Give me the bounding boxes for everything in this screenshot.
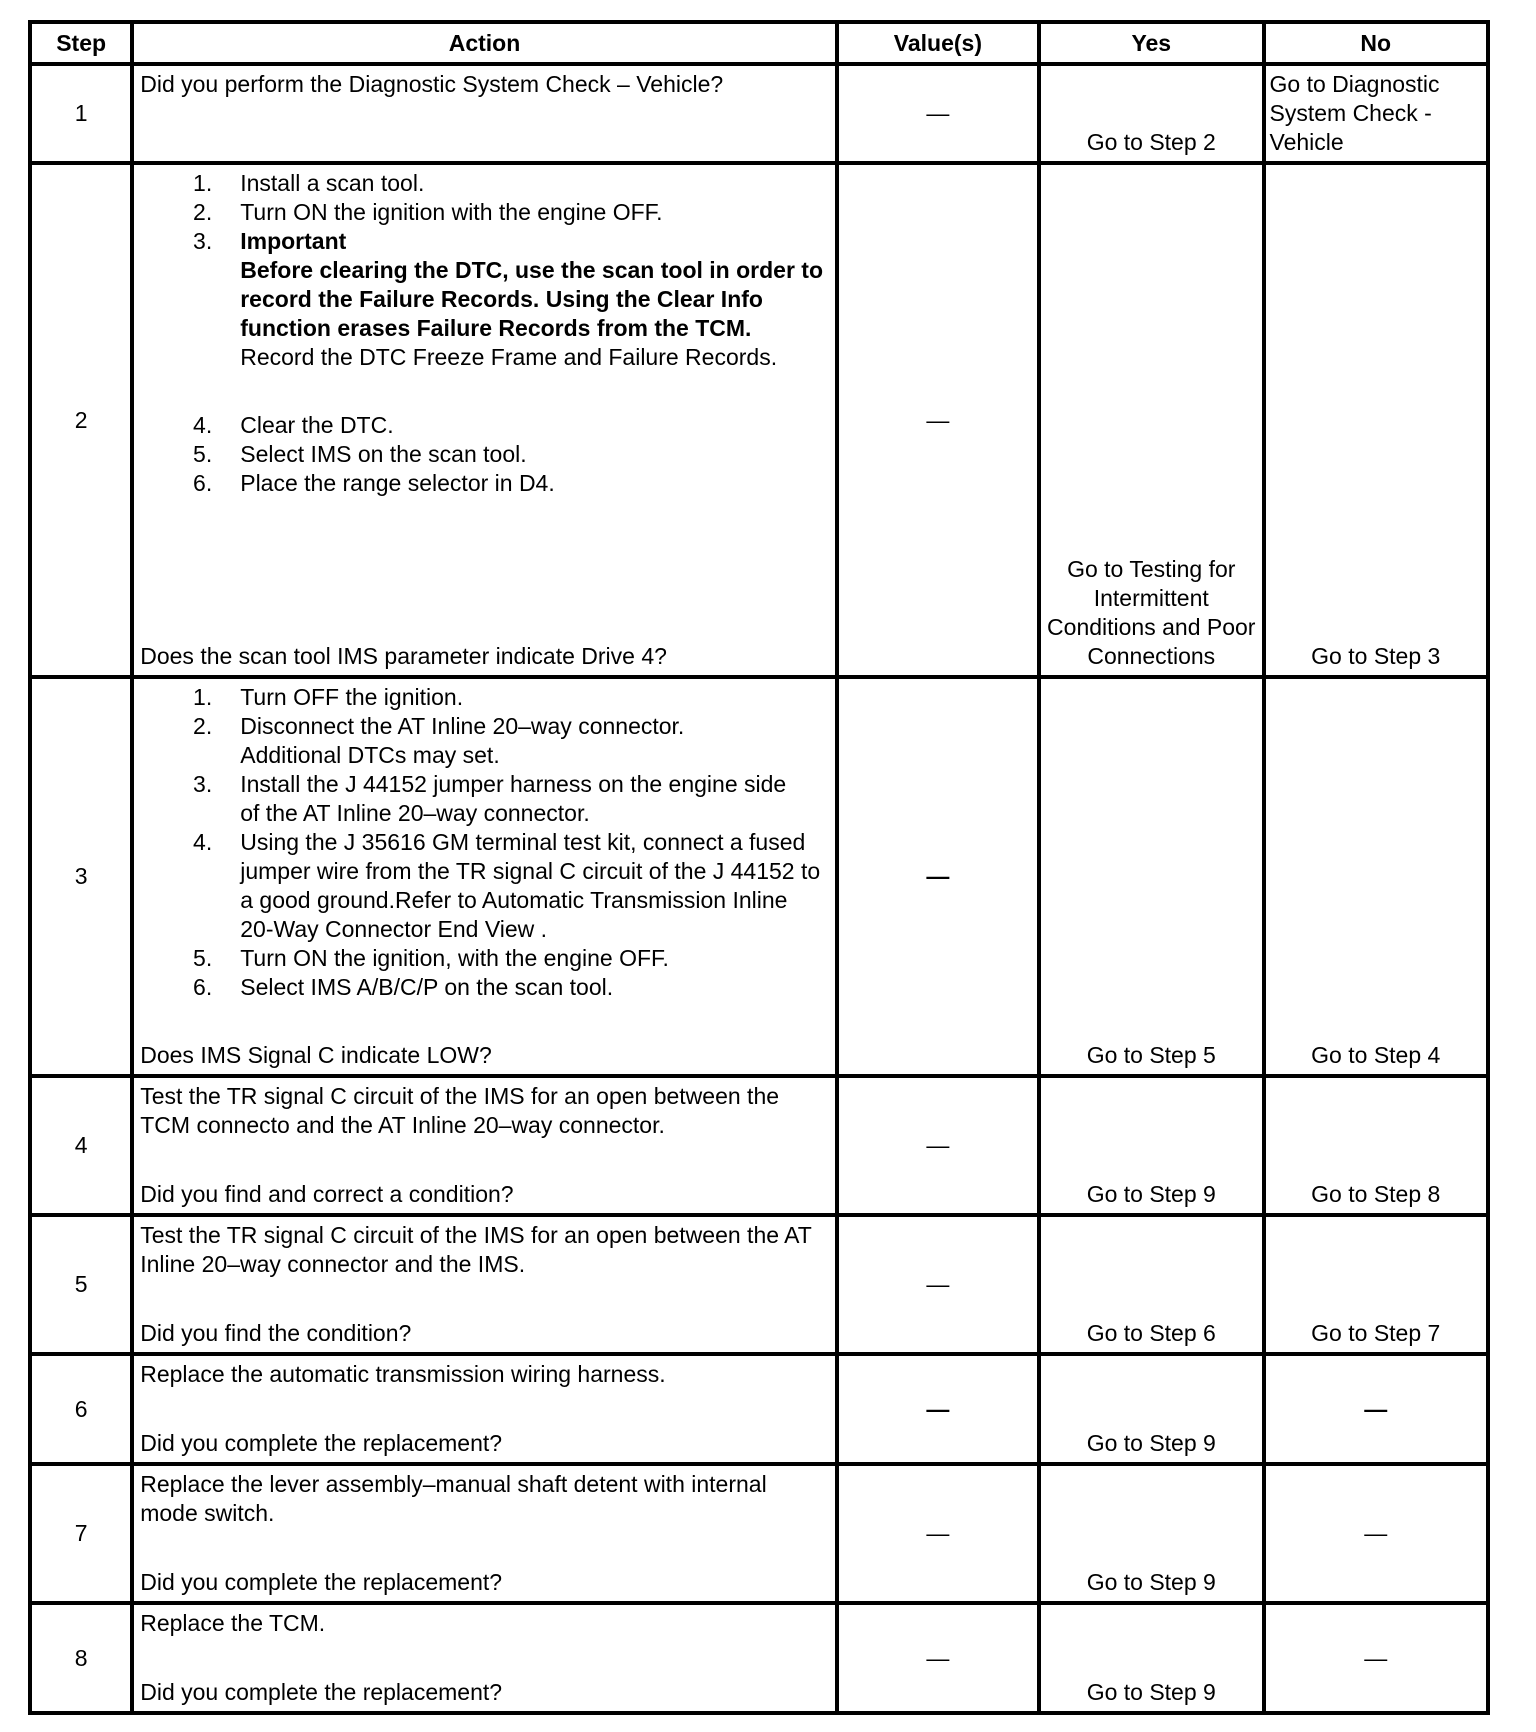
no-cell: Go to Step 4 bbox=[1264, 677, 1489, 1076]
table-row bbox=[30, 1354, 1488, 1464]
action-cell bbox=[132, 677, 837, 1076]
action-cell bbox=[132, 163, 837, 677]
action-cell bbox=[132, 1464, 837, 1603]
header-action: Action bbox=[132, 22, 837, 64]
action-cell bbox=[132, 1215, 837, 1354]
action-list bbox=[140, 411, 829, 498]
action-text: Test the TR signal C circuit of the IMS for an open between the AT Inline 20–way connector and the IMS. bbox=[140, 1222, 812, 1277]
value-cell: — bbox=[837, 1603, 1039, 1713]
action-cell bbox=[132, 1076, 837, 1215]
step-number: 5 bbox=[30, 1215, 132, 1354]
list-item: 2. Disconnect the AT Inline 20–way connector. Additional DTCs may set. bbox=[193, 713, 685, 768]
header-no: No bbox=[1264, 22, 1489, 64]
yes-cell: Go to Step 2 bbox=[1039, 64, 1263, 163]
value-cell: — bbox=[837, 1464, 1039, 1603]
action-question: Did you find the condition? bbox=[140, 1320, 412, 1346]
list-item: 5. Turn ON the ignition, with the engine OFF. bbox=[193, 945, 669, 971]
action-list bbox=[140, 169, 829, 256]
table-row bbox=[30, 1603, 1488, 1713]
action-question: Did you find and correct a condition? bbox=[140, 1181, 514, 1207]
header-values: Value(s) bbox=[837, 22, 1039, 64]
action-cell bbox=[132, 1354, 837, 1464]
action-text: Replace the automatic transmission wiring harness. bbox=[140, 1361, 666, 1387]
no-cell: — bbox=[1264, 1603, 1489, 1713]
action-text: Replace the lever assembly–manual shaft detent with internal mode switch. bbox=[140, 1471, 767, 1526]
no-cell: — bbox=[1264, 1354, 1489, 1464]
yes-cell: Go to Step 6 bbox=[1039, 1215, 1263, 1354]
important-note: Before clearing the DTC, use the scan tool in order to record the Failure Records. Using the Clear Info function erases Failure Records from the TCM. bbox=[240, 257, 823, 341]
step-number: 1 bbox=[30, 64, 132, 163]
value-cell: — bbox=[837, 163, 1039, 677]
no-cell: Go to Step 8 bbox=[1264, 1076, 1489, 1215]
step-number: 4 bbox=[30, 1076, 132, 1215]
no-cell: Go to Step 7 bbox=[1264, 1215, 1489, 1354]
yes-cell: Go to Step 9 bbox=[1039, 1603, 1263, 1713]
table-row bbox=[30, 163, 1488, 677]
diagnostic-table-document bbox=[28, 20, 1490, 1715]
action-cell bbox=[132, 1603, 837, 1713]
no-cell: — bbox=[1264, 1464, 1489, 1603]
action-cell bbox=[132, 64, 837, 163]
value-cell: — bbox=[837, 1076, 1039, 1215]
table-row bbox=[30, 1464, 1488, 1603]
step-number: 6 bbox=[30, 1354, 132, 1464]
table-row bbox=[30, 1076, 1488, 1215]
step-number: 3 bbox=[30, 677, 132, 1076]
table-row bbox=[30, 1215, 1488, 1354]
list-item: 1. Install a scan tool. bbox=[193, 170, 425, 196]
diagnostic-table bbox=[28, 20, 1490, 1715]
table-row bbox=[30, 64, 1488, 163]
action-text: Did you perform the Diagnostic System Check – Vehicle? bbox=[140, 71, 724, 97]
action-question: Did you complete the replacement? bbox=[140, 1569, 503, 1595]
value-cell: — bbox=[837, 64, 1039, 163]
action-text: Replace the TCM. bbox=[140, 1610, 326, 1636]
list-item: 6. Select IMS A/B/C/P on the scan tool. bbox=[193, 974, 614, 1000]
list-item: 1. Turn OFF the ignition. bbox=[193, 684, 464, 710]
header-yes: Yes bbox=[1039, 22, 1263, 64]
no-cell: Go to Diagnostic System Check - Vehicle bbox=[1264, 64, 1489, 163]
action-list bbox=[140, 683, 829, 1002]
table-row bbox=[30, 677, 1488, 1076]
list-item: 4. Clear the DTC. bbox=[193, 412, 394, 438]
yes-cell: Go to Step 9 bbox=[1039, 1354, 1263, 1464]
action-question: Does the scan tool IMS parameter indicate Drive 4? bbox=[140, 643, 667, 669]
list-item: 3. Install the J 44152 jumper harness on the engine side of the AT Inline 20–way connector. bbox=[193, 771, 787, 826]
list-item: 5. Select IMS on the scan tool. bbox=[193, 441, 527, 467]
action-text: Test the TR signal C circuit of the IMS for an open between the TCM connecto and the AT Inline 20–way connector. bbox=[140, 1083, 780, 1138]
value-cell: — bbox=[837, 677, 1039, 1076]
step-number: 8 bbox=[30, 1603, 132, 1713]
yes-cell: Go to Step 9 bbox=[1039, 1076, 1263, 1215]
action-question: Did you complete the replacement? bbox=[140, 1430, 503, 1456]
header-step: Step bbox=[30, 22, 132, 64]
yes-cell: Go to Step 9 bbox=[1039, 1464, 1263, 1603]
value-cell: — bbox=[837, 1215, 1039, 1354]
record-instruction: Record the DTC Freeze Frame and Failure Records. bbox=[240, 344, 778, 370]
list-item: 3. Important bbox=[193, 228, 347, 254]
step-number: 7 bbox=[30, 1464, 132, 1603]
step-number: 2 bbox=[30, 163, 132, 677]
action-question: Does IMS Signal C indicate LOW? bbox=[140, 1042, 492, 1068]
header-row bbox=[30, 22, 1488, 64]
list-item: 4. Using the J 35616 GM terminal test kit, connect a fused jumper wire from the TR signal C circuit of the J 44152 to a good ground.Refer to Automatic Transmission Inline 20-Way Connector End View . bbox=[193, 829, 821, 942]
value-cell: — bbox=[837, 1354, 1039, 1464]
list-item: 2. Turn ON the ignition with the engine OFF. bbox=[193, 199, 663, 225]
action-question: Did you complete the replacement? bbox=[140, 1679, 503, 1705]
yes-cell: Go to Step 5 bbox=[1039, 677, 1263, 1076]
list-item: 6. Place the range selector in D4. bbox=[193, 470, 555, 496]
no-cell: Go to Step 3 bbox=[1264, 163, 1489, 677]
yes-cell: Go to Testing for Intermittent Conditions and Poor Connections bbox=[1039, 163, 1263, 677]
